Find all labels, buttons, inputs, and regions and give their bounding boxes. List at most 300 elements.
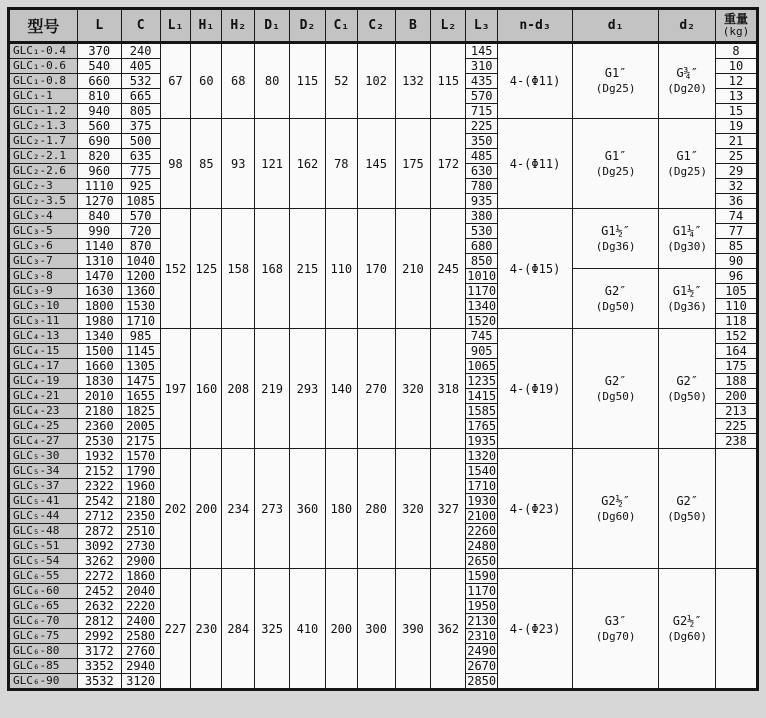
cell-L2: 115: [431, 43, 466, 119]
d1-size: G2″: [604, 373, 627, 388]
d1-size: G3″: [604, 613, 627, 628]
d1-dg: (Dg25): [595, 164, 636, 178]
cell-model: GLC₆-75: [9, 629, 78, 644]
cell-C: 1085: [121, 194, 160, 209]
cell-L3: 225: [466, 119, 498, 134]
cell-D1: 273: [255, 449, 290, 569]
d2-size: G2½″: [672, 613, 702, 628]
cell-weight: [716, 449, 758, 569]
cell-d2: [659, 43, 716, 119]
cell-model: GLC₃-5: [9, 224, 78, 239]
cell-d1: [572, 43, 658, 119]
cell-C: 375: [121, 119, 160, 134]
cell-L: 1310: [77, 254, 121, 269]
cell-L3: 2260: [467, 524, 497, 538]
cell-model: GLC₆-65: [9, 599, 78, 614]
cell-C: 1040: [121, 254, 160, 269]
cell-L: 2812: [77, 614, 121, 629]
cell-H1: 125: [191, 209, 222, 329]
cell-D2: 162: [290, 119, 326, 209]
cell-L3: 380: [466, 209, 498, 224]
cell-L: 2010: [77, 389, 121, 404]
cell-D1: 325: [255, 569, 290, 690]
d2-size: G1″: [676, 148, 699, 163]
col-header-d2: d₂: [659, 9, 716, 43]
cell-L: 2360: [77, 419, 121, 434]
cell-C: 1710: [121, 314, 160, 329]
cell-L3: 350: [466, 134, 498, 149]
cell-L3: 1010: [467, 269, 497, 283]
cell-model: GLC₂-1.3: [9, 119, 78, 134]
cell-model: GLC₃-7: [9, 254, 78, 269]
cell-C: 1305: [121, 359, 160, 374]
cell-model: GLC₃-9: [9, 284, 78, 299]
cell-L: 810: [77, 89, 121, 104]
cell-model: GLC₅-30: [9, 449, 78, 464]
cell-L: 2152: [77, 464, 121, 479]
cell-B: 132: [395, 43, 431, 119]
cell-model: GLC₄-21: [9, 389, 78, 404]
cell-L2: 362: [431, 569, 466, 690]
cell-C: 2760: [121, 644, 160, 659]
cell-L: 3092: [77, 539, 121, 554]
cell-L3: 905: [466, 344, 498, 359]
cell-L3: 850: [466, 254, 498, 269]
table-row: [9, 569, 758, 584]
cell-model: GLC₅-41: [9, 494, 78, 509]
cell-weight: 225: [716, 419, 758, 434]
cell-L: 1110: [77, 179, 121, 194]
col-header-d1: d₁: [572, 9, 658, 43]
cell-B: 390: [395, 569, 431, 690]
cell-C: 2040: [121, 584, 160, 599]
cell-C1: 180: [325, 449, 357, 569]
cell-L: 960: [77, 164, 121, 179]
cell-nd3: 4-(Φ19): [498, 329, 573, 449]
cell-L1: 98: [160, 119, 191, 209]
cell-C: 985: [121, 329, 160, 344]
cell-weight: 25: [716, 149, 758, 164]
d2-dg: (Dg36): [667, 299, 708, 313]
cell-L: 2712: [77, 509, 121, 524]
cell-C: 240: [121, 43, 160, 59]
header-row: [9, 9, 758, 43]
col-header-L1: L₁: [160, 9, 191, 43]
cell-L1: 197: [160, 329, 191, 449]
cell-nd3: 4-(Φ11): [498, 119, 573, 209]
cell-model: GLC₂-2.1: [9, 149, 78, 164]
cell-model: GLC₃-10: [9, 299, 78, 314]
cell-C: 570: [121, 209, 160, 224]
cell-D2: 215: [290, 209, 326, 329]
cell-L3: 1320: [467, 449, 497, 463]
cell-H1: 200: [191, 449, 222, 569]
cell-weight: 32: [716, 179, 758, 194]
cell-model: GLC₅-34: [9, 464, 78, 479]
cell-L: 2180: [77, 404, 121, 419]
d2-dg: (Dg25): [667, 164, 708, 178]
cell-weight: 238: [716, 434, 758, 449]
cell-L: 840: [77, 209, 121, 224]
cell-L: 1500: [77, 344, 121, 359]
cell-L2: 172: [431, 119, 466, 209]
cell-L3: 530: [466, 224, 498, 239]
cell-L: 3532: [77, 674, 121, 690]
cell-d2: [659, 209, 716, 269]
cell-nd3: 4-(Φ11): [498, 43, 573, 119]
d1-size: G1½″: [601, 223, 631, 238]
cell-L3: 1340: [467, 299, 497, 313]
cell-model: GLC₅-44: [9, 509, 78, 524]
cell-model: GLC₁-1: [9, 89, 78, 104]
cell-weight: 29: [716, 164, 758, 179]
cell-weight: 12: [716, 74, 758, 89]
col-header-D1: D₁: [255, 9, 290, 43]
cell-C: 1360: [121, 284, 160, 299]
cell-D1: 80: [255, 43, 290, 119]
cell-L3: 570: [466, 89, 498, 104]
cell-L: 1932: [77, 449, 121, 464]
cell-model: GLC₆-55: [9, 569, 78, 584]
cell-C: 1200: [121, 269, 160, 284]
cell-D1: 219: [255, 329, 290, 449]
cell-L: 2452: [77, 584, 121, 599]
cell-C: 2900: [121, 554, 160, 569]
cell-model: GLC₃-11: [9, 314, 78, 329]
cell-L3: 2130: [467, 614, 497, 628]
cell-C: 2005: [121, 419, 160, 434]
cell-L1: 202: [160, 449, 191, 569]
cell-C: 1790: [121, 464, 160, 479]
cell-weight: 8: [716, 43, 758, 59]
cell-C2: 280: [357, 449, 395, 569]
cell-weight: 36: [716, 194, 758, 209]
cell-H1: 60: [191, 43, 222, 119]
cell-L: 1340: [77, 329, 121, 344]
cell-L3: 1415: [467, 389, 497, 403]
weight-unit: (kg): [722, 25, 750, 38]
col-header-L2: L₂: [431, 9, 466, 43]
cell-L3: 1950: [467, 599, 497, 613]
cell-nd3: 4-(Φ15): [498, 209, 573, 329]
cell-L: 2632: [77, 599, 121, 614]
cell-weight: 74: [716, 209, 758, 224]
cell-C: 1825: [121, 404, 160, 419]
cell-C: 532: [121, 74, 160, 89]
cell-L: 2322: [77, 479, 121, 494]
cell-C: 1860: [121, 569, 160, 584]
cell-B: 320: [395, 449, 431, 569]
cell-L3: 310: [466, 59, 498, 74]
cell-d2: [659, 569, 716, 690]
cell-L: 560: [77, 119, 121, 134]
cell-D2: 293: [290, 329, 326, 449]
cell-C: 1145: [121, 344, 160, 359]
cell-weight: 164: [716, 344, 758, 359]
cell-L3: 1170: [467, 284, 497, 298]
d1-dg: (Dg50): [595, 389, 636, 403]
cell-model: GLC₁-0.8: [9, 74, 78, 89]
cell-H2: 93: [222, 119, 255, 209]
cell-L3: 2480: [467, 539, 497, 553]
cell-d2: [659, 329, 716, 449]
cell-C: 2580: [121, 629, 160, 644]
cell-C2: 145: [357, 119, 395, 209]
d2-size: G2″: [676, 493, 699, 508]
cell-weight: [716, 569, 758, 690]
col-header-L: L: [77, 9, 121, 43]
d1-dg: (Dg50): [595, 299, 636, 313]
cell-L3: 1235: [467, 374, 497, 388]
cell-L: 990: [77, 224, 121, 239]
cell-L1: 67: [160, 43, 191, 119]
cell-L: 1660: [77, 359, 121, 374]
d1-size: G1″: [604, 66, 627, 80]
cell-weight: 152: [716, 329, 758, 344]
cell-L1: 152: [160, 209, 191, 329]
cell-weight: 118: [716, 314, 758, 329]
col-header-H1: H₁: [191, 9, 222, 43]
cell-C2: 102: [357, 43, 395, 119]
cell-weight: 10: [716, 59, 758, 74]
cell-C1: 110: [325, 209, 357, 329]
cell-d1: [572, 269, 658, 329]
cell-model: GLC₃-8: [9, 269, 78, 284]
cell-C: 500: [121, 134, 160, 149]
cell-L3: 1065: [467, 359, 497, 373]
cell-L3: 935: [466, 194, 498, 209]
d1-dg: (Dg60): [595, 509, 636, 523]
cell-d1: [572, 209, 658, 269]
cell-model: GLC₁-0.4: [9, 43, 78, 59]
cell-weight: 77: [716, 224, 758, 239]
d2-dg: (Dg60): [667, 629, 708, 643]
cell-L: 820: [77, 149, 121, 164]
cell-L3: 2490: [467, 644, 497, 658]
spec-table: [7, 7, 759, 691]
cell-L: 3352: [77, 659, 121, 674]
cell-H1: 85: [191, 119, 222, 209]
cell-H1: 160: [191, 329, 222, 449]
cell-H2: 208: [222, 329, 255, 449]
d2-size: G1¼″: [672, 223, 702, 238]
cell-weight: 213: [716, 404, 758, 419]
cell-D1: 121: [255, 119, 290, 209]
col-header-B: B: [395, 9, 431, 43]
cell-model: GLC₅-48: [9, 524, 78, 539]
cell-C: 2350: [121, 509, 160, 524]
cell-C: 775: [121, 164, 160, 179]
cell-L: 1140: [77, 239, 121, 254]
d1-size: G2½″: [601, 493, 631, 508]
cell-D2: 115: [290, 43, 326, 119]
table-row: [9, 119, 758, 134]
cell-model: GLC₅-54: [9, 554, 78, 569]
cell-C: 1475: [121, 374, 160, 389]
cell-L3: 680: [466, 239, 498, 254]
cell-L: 1470: [77, 269, 121, 284]
table-row: [9, 329, 758, 344]
d2-size: G1½″: [672, 283, 702, 298]
cell-C: 3120: [121, 674, 160, 690]
col-header-model: 型号: [9, 9, 78, 43]
cell-model: GLC₄-19: [9, 374, 78, 389]
cell-model: GLC₄-15: [9, 344, 78, 359]
cell-model: GLC₆-90: [9, 674, 78, 690]
cell-model: GLC₄-27: [9, 434, 78, 449]
d1-dg: (Dg36): [595, 239, 636, 253]
cell-model: GLC₆-70: [9, 614, 78, 629]
cell-C: 805: [121, 104, 160, 119]
cell-B: 175: [395, 119, 431, 209]
cell-L3: 2100: [467, 509, 497, 523]
cell-C: 720: [121, 224, 160, 239]
cell-C: 2940: [121, 659, 160, 674]
cell-C1: 78: [325, 119, 357, 209]
cell-model: GLC₄-23: [9, 404, 78, 419]
d2-dg: (Dg50): [667, 509, 708, 523]
cell-L: 1980: [77, 314, 121, 329]
cell-L3: 1590: [467, 569, 497, 583]
cell-d1: [572, 449, 658, 569]
cell-weight: 105: [716, 284, 758, 299]
cell-L3: 1170: [467, 584, 497, 598]
col-header-weight: [716, 9, 758, 43]
cell-L3: 2670: [467, 659, 497, 673]
d2-dg: (Dg20): [667, 82, 708, 95]
cell-model: GLC₅-51: [9, 539, 78, 554]
cell-weight: 15: [716, 104, 758, 119]
cell-B: 320: [395, 329, 431, 449]
cell-L: 1800: [77, 299, 121, 314]
cell-C: 665: [121, 89, 160, 104]
cell-L3: 1765: [467, 419, 497, 433]
cell-D2: 410: [290, 569, 326, 690]
cell-L: 690: [77, 134, 121, 149]
cell-L3: 715: [466, 104, 498, 119]
cell-C2: 170: [357, 209, 395, 329]
cell-H2: 234: [222, 449, 255, 569]
cell-L3: 435: [466, 74, 498, 89]
cell-model: GLC₆-60: [9, 584, 78, 599]
cell-L3: 1540: [467, 464, 497, 478]
cell-weight: 110: [716, 299, 758, 314]
cell-weight: 19: [716, 119, 758, 134]
cell-L3: 2310: [467, 629, 497, 643]
cell-L3: 780: [466, 179, 498, 194]
d1-dg: (Dg70): [595, 629, 636, 643]
cell-L: 540: [77, 59, 121, 74]
cell-L: 660: [77, 74, 121, 89]
d2-dg: (Dg30): [667, 239, 708, 253]
cell-C: 925: [121, 179, 160, 194]
cell-model: GLC₃-6: [9, 239, 78, 254]
cell-model: GLC₄-17: [9, 359, 78, 374]
cell-model: GLC₄-25: [9, 419, 78, 434]
cell-L3: 745: [466, 329, 498, 344]
table-row: [9, 43, 758, 59]
cell-nd3: 4-(Φ23): [498, 569, 573, 690]
cell-weight: 85: [716, 239, 758, 254]
cell-L3: 485: [466, 149, 498, 164]
cell-L3: 1710: [467, 479, 497, 493]
cell-d2: [659, 449, 716, 569]
cell-L: 940: [77, 104, 121, 119]
cell-d2: [659, 269, 716, 329]
cell-weight: 90: [716, 254, 758, 269]
cell-C1: 200: [325, 569, 357, 690]
cell-D1: 168: [255, 209, 290, 329]
cell-model: GLC₂-3.5: [9, 194, 78, 209]
cell-L: 3172: [77, 644, 121, 659]
cell-C: 2180: [121, 494, 160, 509]
cell-C: 1530: [121, 299, 160, 314]
cell-L: 2530: [77, 434, 121, 449]
cell-model: GLC₂-3: [9, 179, 78, 194]
cell-C1: 140: [325, 329, 357, 449]
cell-C2: 270: [357, 329, 395, 449]
weight-label: 重量: [724, 12, 749, 26]
table-row: [9, 449, 758, 464]
cell-model: GLC₂-1.7: [9, 134, 78, 149]
cell-L3: 1930: [467, 494, 497, 508]
cell-C: 1570: [121, 449, 160, 464]
cell-L3: 2650: [467, 554, 497, 568]
cell-H2: 284: [222, 569, 255, 690]
cell-L3: 1585: [467, 404, 497, 418]
d2-dg: (Dg50): [667, 389, 708, 403]
cell-C: 1960: [121, 479, 160, 494]
cell-H2: 68: [222, 43, 255, 119]
cell-C2: 300: [357, 569, 395, 690]
cell-weight: 188: [716, 374, 758, 389]
cell-weight: 175: [716, 359, 758, 374]
cell-model: GLC₄-13: [9, 329, 78, 344]
cell-L: 370: [77, 43, 121, 59]
cell-L2: 327: [431, 449, 466, 569]
cell-C: 405: [121, 59, 160, 74]
cell-L: 2992: [77, 629, 121, 644]
cell-weight: 13: [716, 89, 758, 104]
cell-model: GLC₆-85: [9, 659, 78, 674]
col-header-nd3: n-d₃: [498, 9, 573, 43]
cell-L: 1270: [77, 194, 121, 209]
cell-d1: [572, 119, 658, 209]
cell-L: 3262: [77, 554, 121, 569]
col-header-C: C: [121, 9, 160, 43]
cell-C: 2175: [121, 434, 160, 449]
col-header-D2: D₂: [290, 9, 326, 43]
cell-nd3: 4-(Φ23): [498, 449, 573, 569]
cell-model: GLC₂-2.6: [9, 164, 78, 179]
cell-model: GLC₁-0.6: [9, 59, 78, 74]
cell-model: GLC₆-80: [9, 644, 78, 659]
cell-weight: 96: [716, 269, 758, 284]
d1-size: G1″: [604, 148, 627, 163]
cell-L3: 1935: [467, 434, 497, 448]
cell-L: 2272: [77, 569, 121, 584]
cell-C: 1655: [121, 389, 160, 404]
cell-d1: [572, 569, 658, 690]
col-header-C1: C₁: [325, 9, 357, 43]
cell-L2: 318: [431, 329, 466, 449]
cell-C: 635: [121, 149, 160, 164]
cell-L3: 145: [466, 43, 498, 59]
d2-size: G2″: [676, 373, 699, 388]
cell-model: GLC₁-1.2: [9, 104, 78, 119]
cell-L: 2872: [77, 524, 121, 539]
col-header-L3: L₃: [466, 9, 498, 43]
